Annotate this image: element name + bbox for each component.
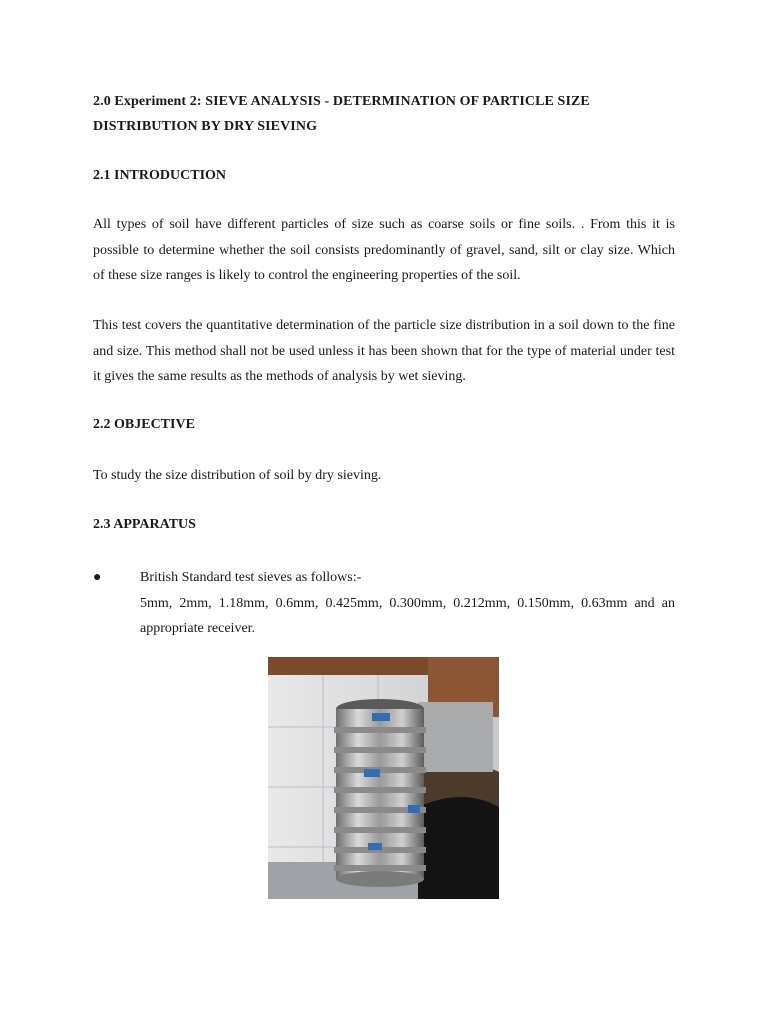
apparatus-item-detail: 5mm, 2mm, 1.18mm, 0.6mm, 0.425mm, 0.300mm, 0.212mm, 0.150mm, 0.63mm and an appropriate receiver. (140, 595, 675, 636)
objective-paragraph: To study the size distribution of soil by dry sieving. (93, 468, 382, 483)
heading-apparatus: 2.3 APPARATUS (93, 517, 196, 532)
bullet-icon: ● (93, 570, 102, 585)
sieve-stack-photo (268, 657, 499, 899)
heading-introduction: 2.1 INTRODUCTION (93, 168, 227, 183)
document-title: 2.0 Experiment 2: SIEVE ANALYSIS - DETERMINATION OF PARTICLE SIZE DISTRIBUTION BY DRY SIEVING (93, 94, 590, 134)
apparatus-item-label: British Standard test sieves as follows:- (140, 570, 362, 585)
introduction-paragraph-1: All types of soil have different particles of size such as coarse soils or fine soils. . From this it is possible to determine whether the soil consists predominantly of gravel, sand, silt or clay size. Which of these size ranges is likely to control the engineering properties of the soil. (93, 217, 675, 283)
heading-objective: 2.2 OBJECTIVE (93, 417, 195, 432)
introduction-paragraph-2: This test covers the quantitative determination of the particle size distribution in a soil down to the fine and size. This method shall not be used unless it has been shown that for the type of material under test it gives the same results as the methods of analysis by wet sieving. (93, 318, 675, 384)
